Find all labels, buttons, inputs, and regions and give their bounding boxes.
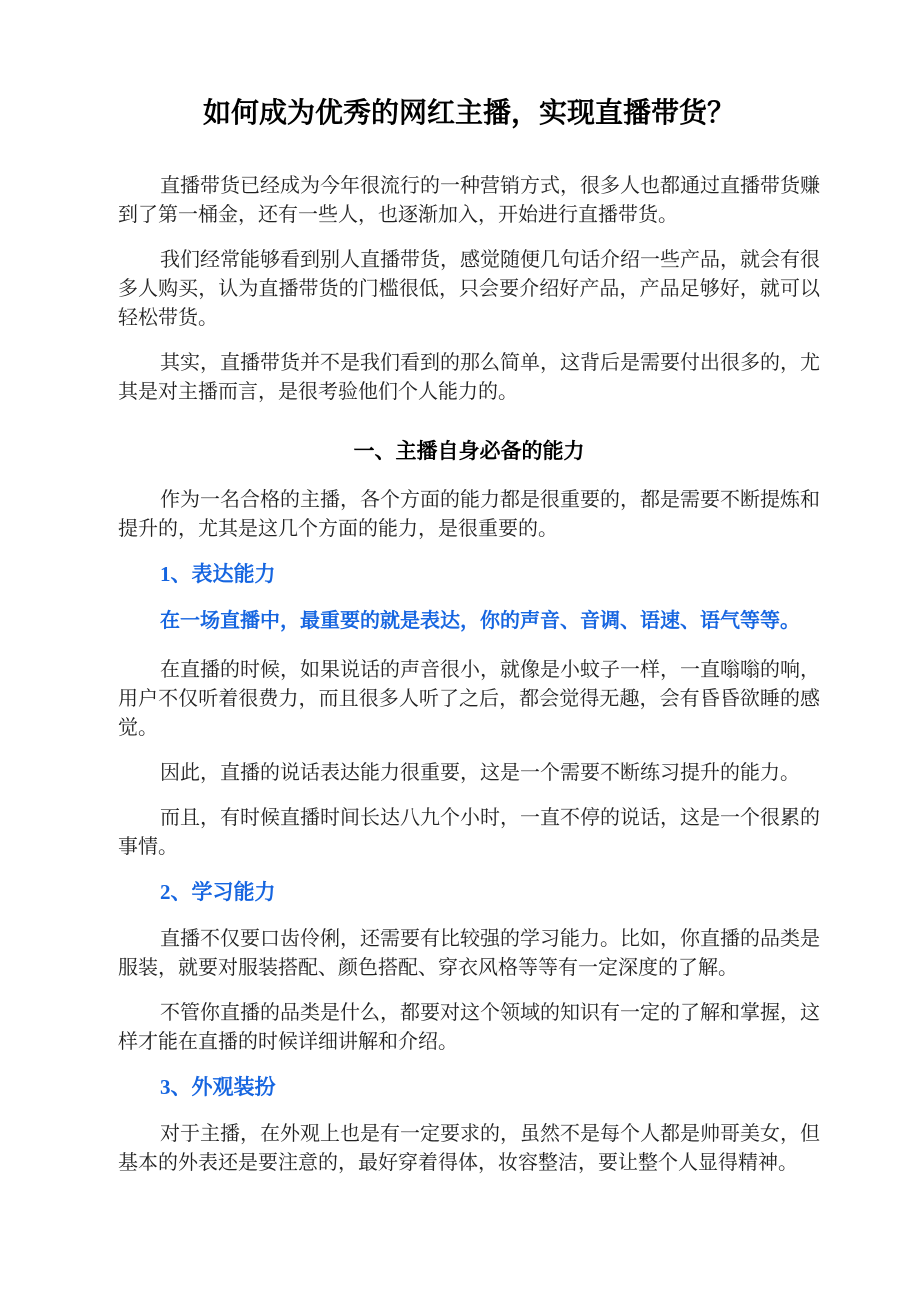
subsection-1-paragraph-3: 而且，有时候直播时间长达八九个小时，一直不停的说话，这是一个很累的事情。: [118, 807, 820, 858]
section-intro-paragraph: 作为一名合格的主播，各个方面的能力都是很重要的，都是需要不断提炼和提升的，尤其是这几个方面的能力，是很重要的。: [118, 489, 820, 540]
subsection-3-heading: 3、外观装扮: [160, 1075, 276, 1099]
subsection-2-paragraph-1: 直播不仅要口齿伶俐，还需要有比较强的学习能力。比如，你直播的品类是服装，就要对服装搭配、颜色搭配、穿衣风格等等有一定深度的了解。: [118, 928, 820, 979]
subsection-2-heading: 2、学习能力: [160, 880, 276, 904]
subsection-1-highlight: 在一场直播中，最重要的就是表达，你的声音、音调、语速、语气等等。: [160, 610, 800, 632]
subsection-3-paragraph-1: 对于主播，在外观上也是有一定要求的，虽然不是每个人都是帅哥美女，但基本的外表还是要注意的，最好穿着得体，妆容整洁，要让整个人显得精神。: [118, 1123, 820, 1174]
intro-paragraph-1: 直播带货已经成为今年很流行的一种营销方式，很多人也都通过直播带货赚到了第一桶金，还有一些人，也逐渐加入，开始进行直播带货。: [118, 175, 820, 226]
section-heading: 一、主播自身必备的能力: [353, 440, 585, 463]
subsection-1-paragraph-2: 因此，直播的说话表达能力很重要，这是一个需要不断练习提升的能力。: [160, 762, 800, 784]
document-title: 如何成为优秀的网红主播，实现直播带货？: [202, 97, 735, 128]
intro-paragraph-3: 其实，直播带货并不是我们看到的那么简单，这背后是需要付出很多的，尤其是对主播而言，是很考验他们个人能力的。: [118, 352, 820, 403]
subsection-1-heading: 1、表达能力: [160, 562, 276, 586]
subsection-1-paragraph-1: 在直播的时候，如果说话的声音很小，就像是小蚊子一样，一直嗡嗡的响，用户不仅听着很费力，而且很多人听了之后，都会觉得无趣，会有昏昏欲睡的感觉。: [118, 659, 820, 739]
subsection-2-paragraph-2: 不管你直播的品类是什么，都要对这个领域的知识有一定的了解和掌握，这样才能在直播的时候详细讲解和介绍。: [118, 1002, 820, 1053]
intro-paragraph-2: 我们经常能够看到别人直播带货，感觉随便几句话介绍一些产品，就会有很多人购买，认为直播带货的门槛很低，只会要介绍好产品，产品足够好，就可以轻松带货。: [118, 249, 820, 329]
